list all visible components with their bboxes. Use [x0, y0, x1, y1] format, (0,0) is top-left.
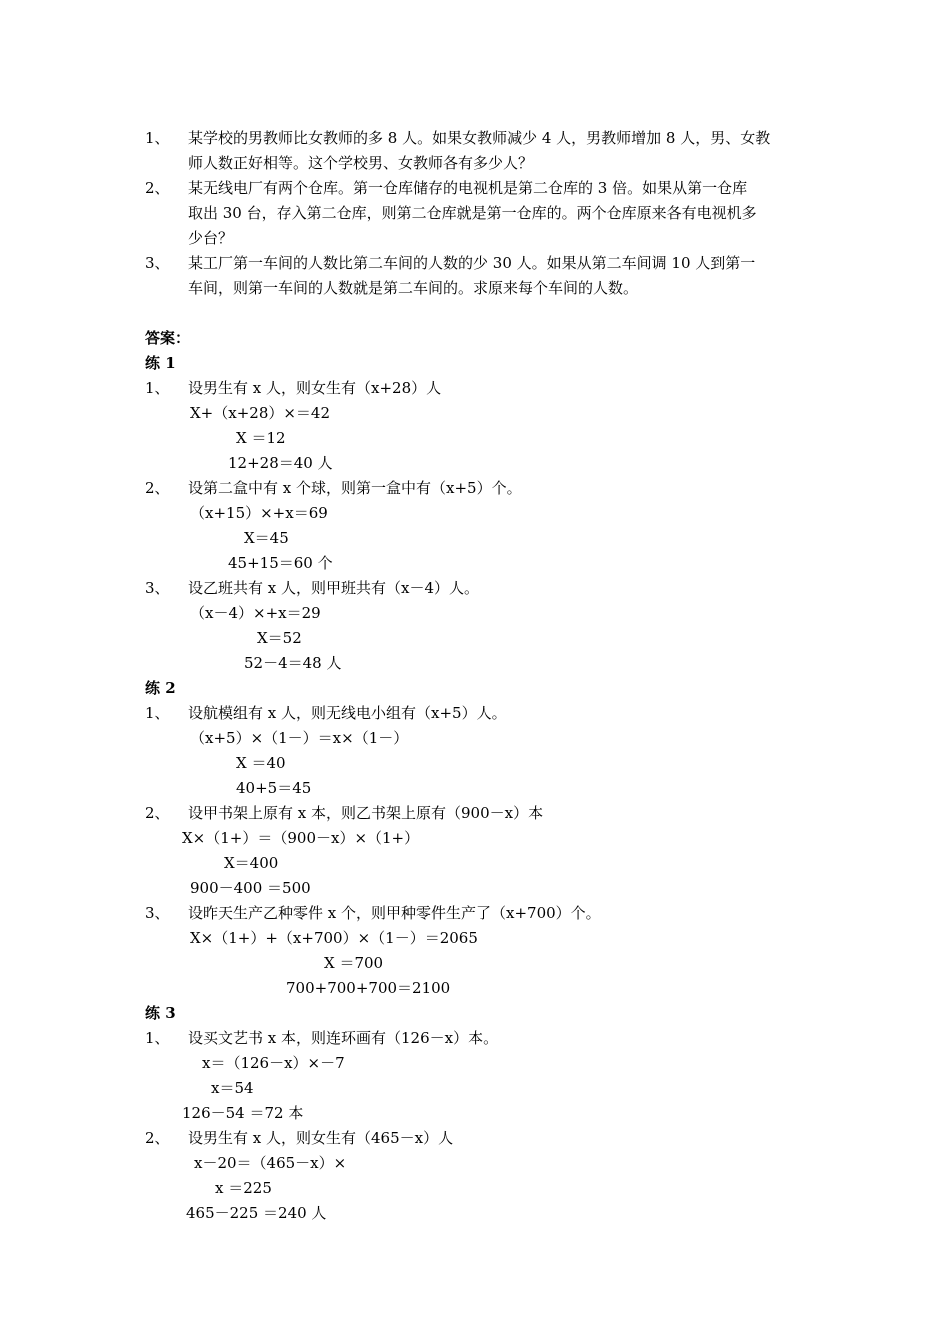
s2-item-2-step-2: X＝400: [224, 854, 279, 872]
s2-item-1-step-2: X ＝40: [236, 754, 286, 772]
s3-item-2-step-1: x－20＝（465－x）×: [194, 1154, 347, 1172]
section-3-title: 练 3: [145, 1004, 176, 1022]
s1-item-1-text: 设男生有 x 人，则女生有（x+28）人: [188, 379, 442, 397]
s1-item-1-step-1: X+（x+28）×＝42: [190, 404, 331, 422]
s1-item-3-step-3: 52－4＝48 人: [244, 654, 342, 672]
s1-item-3-step-1: （x－4）×+x＝29: [190, 604, 321, 622]
s2-item-2-step-3: 900－400 ＝500: [190, 879, 311, 897]
s1-item-2-step-3: 45+15＝60 个: [228, 554, 333, 572]
s2-item-3-text: 设昨天生产乙种零件 x 个，则甲种零件生产了（x+700）个。: [188, 904, 601, 922]
s3-item-1-text: 设买文艺书 x 本，则连环画有（126－x）本。: [188, 1029, 499, 1047]
problem-2-text-line-1: 某无线电厂有两个仓库。第一仓库储存的电视机是第二仓库的 3 倍。如果从第一仓库: [188, 179, 748, 197]
problem-3-number: 3、: [145, 254, 170, 272]
s1-item-1-number: 1、: [145, 379, 170, 397]
s1-item-2-step-2: X＝45: [244, 529, 289, 547]
s3-item-2-text: 设男生有 x 人，则女生有（465－x）人: [188, 1129, 454, 1147]
s2-item-3-number: 3、: [145, 904, 170, 922]
s3-item-1-step-3: 126－54 ＝72 本: [182, 1104, 304, 1122]
section-2-title: 练 2: [145, 679, 176, 697]
s1-item-3-number: 3、: [145, 579, 170, 597]
s2-item-3-step-3: 700+700+700＝2100: [286, 979, 451, 997]
s2-item-1-number: 1、: [145, 704, 170, 722]
problem-2-text-line-2: 取出 30 台，存入第二仓库，则第二仓库就是第一仓库的。两个仓库原来各有电视机多: [188, 204, 757, 222]
s1-item-1-step-3: 12+28＝40 人: [228, 454, 333, 472]
s2-item-2-text: 设甲书架上原有 x 本，则乙书架上原有（900－x）本: [188, 804, 544, 822]
problem-3-text-line-1: 某工厂第一车间的人数比第二车间的人数的少 30 人。如果从第二车间调 10 人到第一: [188, 254, 756, 272]
s3-item-2-number: 2、: [145, 1129, 170, 1147]
s2-item-1-step-3: 40+5＝45: [236, 779, 312, 797]
s1-item-3-step-2: X＝52: [257, 629, 302, 647]
answers-heading: 答案：: [145, 329, 191, 347]
s3-item-2-step-3: 465－225 ＝240 人: [186, 1204, 327, 1222]
s3-item-1-number: 1、: [145, 1029, 170, 1047]
s2-item-3-step-1: X×（1+）+（x+700）×（1－）＝2065: [190, 929, 478, 947]
s2-item-2-number: 2、: [145, 804, 170, 822]
s3-item-2-step-2: x ＝225: [215, 1179, 272, 1197]
problem-3-text-line-2: 车间，则第一车间的人数就是第二车间的。求原来每个车间的人数。: [188, 279, 639, 297]
s2-item-2-step-1: X×（1+）＝（900－x）×（1+）: [182, 829, 420, 847]
section-1-title: 练 1: [145, 354, 176, 372]
s2-item-3-step-2: X ＝700: [324, 954, 384, 972]
problem-2-number: 2、: [145, 179, 170, 197]
problem-1-number: 1、: [145, 129, 170, 147]
problem-1-text-line-2: 师人数正好相等。这个学校男、女教师各有多少人？: [188, 154, 534, 172]
s2-item-1-step-1: （x+5）×（1－）＝x×（1－）: [190, 729, 409, 747]
s1-item-1-step-2: X ＝12: [236, 429, 286, 447]
s2-item-1-text: 设航模组有 x 人，则无线电小组有（x+5）人。: [188, 704, 507, 722]
s1-item-3-text: 设乙班共有 x 人，则甲班共有（x－4）人。: [188, 579, 480, 597]
s1-item-2-step-1: （x+15）×+x＝69: [190, 504, 328, 522]
s3-item-1-step-1: x＝（126－x）×－7: [202, 1054, 345, 1072]
s1-item-2-number: 2、: [145, 479, 170, 497]
s3-item-1-step-2: x＝54: [211, 1079, 254, 1097]
problem-1-text-line-1: 某学校的男教师比女教师的多 8 人。如果女教师减少 4 人，男教师增加 8 人，男、女教: [188, 129, 771, 147]
s1-item-2-text: 设第二盒中有 x 个球，则第一盒中有（x+5）个。: [188, 479, 522, 497]
problem-2-text-line-3: 少台？: [188, 229, 234, 247]
